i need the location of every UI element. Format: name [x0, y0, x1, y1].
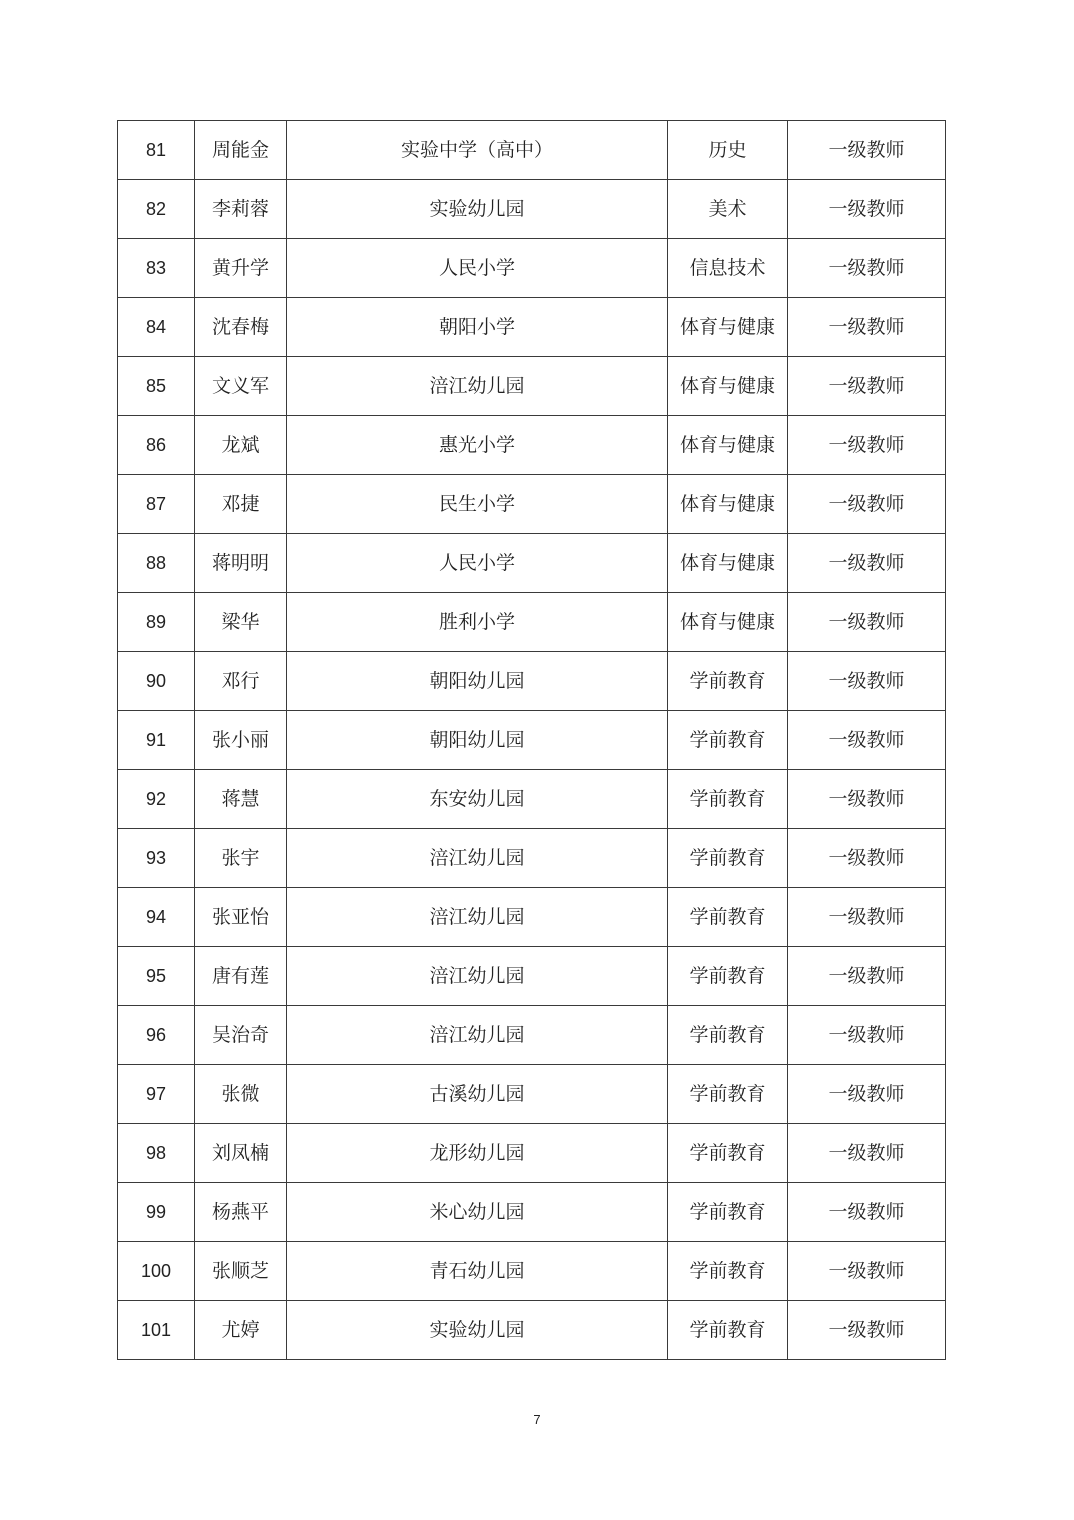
cell-school: 实验中学（高中） — [287, 121, 668, 180]
table-row — [118, 1301, 946, 1360]
cell-number: 81 — [118, 121, 195, 180]
table-row — [118, 652, 946, 711]
cell-title: 一级教师 — [788, 1242, 946, 1301]
cell-school: 涪江幼儿园 — [287, 1006, 668, 1065]
cell-teacher-name: 杨燕平 — [195, 1183, 287, 1242]
cell-title: 一级教师 — [788, 1065, 946, 1124]
cell-subject: 体育与健康 — [668, 416, 788, 475]
cell-number: 83 — [118, 239, 195, 298]
table-row — [118, 298, 946, 357]
cell-title: 一级教师 — [788, 1006, 946, 1065]
teacher-roster-table — [117, 120, 946, 1360]
cell-subject: 学前教育 — [668, 711, 788, 770]
cell-subject: 学前教育 — [668, 1242, 788, 1301]
table-row — [118, 711, 946, 770]
cell-subject: 学前教育 — [668, 1065, 788, 1124]
cell-number: 96 — [118, 1006, 195, 1065]
cell-number: 91 — [118, 711, 195, 770]
cell-subject: 学前教育 — [668, 1006, 788, 1065]
cell-subject: 学前教育 — [668, 888, 788, 947]
cell-school: 朝阳幼儿园 — [287, 711, 668, 770]
cell-title: 一级教师 — [788, 357, 946, 416]
cell-subject: 学前教育 — [668, 1301, 788, 1360]
cell-teacher-name: 李莉蓉 — [195, 180, 287, 239]
cell-number: 95 — [118, 947, 195, 1006]
cell-title: 一级教师 — [788, 180, 946, 239]
table-row — [118, 829, 946, 888]
cell-teacher-name: 刘凤楠 — [195, 1124, 287, 1183]
cell-subject: 学前教育 — [668, 652, 788, 711]
cell-number: 88 — [118, 534, 195, 593]
cell-teacher-name: 张小丽 — [195, 711, 287, 770]
cell-subject: 学前教育 — [668, 829, 788, 888]
cell-title: 一级教师 — [788, 298, 946, 357]
table-row — [118, 416, 946, 475]
cell-subject: 体育与健康 — [668, 298, 788, 357]
cell-title: 一级教师 — [788, 947, 946, 1006]
cell-school: 青石幼儿园 — [287, 1242, 668, 1301]
cell-teacher-name: 唐有莲 — [195, 947, 287, 1006]
cell-teacher-name: 龙斌 — [195, 416, 287, 475]
cell-school: 胜利小学 — [287, 593, 668, 652]
table-row — [118, 1124, 946, 1183]
table-row — [118, 475, 946, 534]
cell-number: 87 — [118, 475, 195, 534]
cell-subject: 学前教育 — [668, 1183, 788, 1242]
cell-number: 86 — [118, 416, 195, 475]
cell-teacher-name: 沈春梅 — [195, 298, 287, 357]
cell-title: 一级教师 — [788, 711, 946, 770]
cell-number: 93 — [118, 829, 195, 888]
cell-subject: 学前教育 — [668, 770, 788, 829]
cell-teacher-name: 黄升学 — [195, 239, 287, 298]
cell-teacher-name: 蒋明明 — [195, 534, 287, 593]
cell-school: 人民小学 — [287, 239, 668, 298]
table-row — [118, 593, 946, 652]
cell-number: 85 — [118, 357, 195, 416]
cell-teacher-name: 张亚怡 — [195, 888, 287, 947]
cell-school: 朝阳幼儿园 — [287, 652, 668, 711]
cell-number: 100 — [118, 1242, 195, 1301]
cell-number: 84 — [118, 298, 195, 357]
cell-title: 一级教师 — [788, 593, 946, 652]
table-row — [118, 888, 946, 947]
cell-title: 一级教师 — [788, 888, 946, 947]
cell-school: 惠光小学 — [287, 416, 668, 475]
cell-title: 一级教师 — [788, 534, 946, 593]
table-row — [118, 770, 946, 829]
cell-title: 一级教师 — [788, 652, 946, 711]
cell-teacher-name: 尤婷 — [195, 1301, 287, 1360]
cell-teacher-name: 文义军 — [195, 357, 287, 416]
page-number: 7 — [533, 1412, 541, 1427]
cell-school: 实验幼儿园 — [287, 1301, 668, 1360]
cell-school: 实验幼儿园 — [287, 180, 668, 239]
cell-number: 101 — [118, 1301, 195, 1360]
cell-teacher-name: 邓捷 — [195, 475, 287, 534]
cell-title: 一级教师 — [788, 829, 946, 888]
cell-subject: 学前教育 — [668, 947, 788, 1006]
table-row — [118, 357, 946, 416]
table-row — [118, 534, 946, 593]
table-row — [118, 1065, 946, 1124]
cell-title: 一级教师 — [788, 121, 946, 180]
cell-number: 94 — [118, 888, 195, 947]
cell-teacher-name: 梁华 — [195, 593, 287, 652]
cell-subject: 体育与健康 — [668, 534, 788, 593]
cell-school: 朝阳小学 — [287, 298, 668, 357]
cell-title: 一级教师 — [788, 475, 946, 534]
cell-number: 89 — [118, 593, 195, 652]
cell-title: 一级教师 — [788, 1183, 946, 1242]
cell-subject: 历史 — [668, 121, 788, 180]
cell-teacher-name: 张微 — [195, 1065, 287, 1124]
cell-number: 90 — [118, 652, 195, 711]
cell-number: 99 — [118, 1183, 195, 1242]
cell-school: 龙形幼儿园 — [287, 1124, 668, 1183]
cell-school: 涪江幼儿园 — [287, 947, 668, 1006]
cell-number: 97 — [118, 1065, 195, 1124]
table-row — [118, 121, 946, 180]
cell-subject: 体育与健康 — [668, 357, 788, 416]
cell-subject: 美术 — [668, 180, 788, 239]
cell-number: 82 — [118, 180, 195, 239]
cell-title: 一级教师 — [788, 1124, 946, 1183]
cell-school: 东安幼儿园 — [287, 770, 668, 829]
cell-subject: 学前教育 — [668, 1124, 788, 1183]
cell-school: 涪江幼儿园 — [287, 357, 668, 416]
table-row — [118, 1006, 946, 1065]
cell-school: 涪江幼儿园 — [287, 829, 668, 888]
table-row — [118, 1242, 946, 1301]
cell-teacher-name: 邓行 — [195, 652, 287, 711]
cell-title: 一级教师 — [788, 1301, 946, 1360]
cell-school: 涪江幼儿园 — [287, 888, 668, 947]
cell-teacher-name: 周能金 — [195, 121, 287, 180]
cell-school: 古溪幼儿园 — [287, 1065, 668, 1124]
cell-teacher-name: 张顺芝 — [195, 1242, 287, 1301]
cell-school: 民生小学 — [287, 475, 668, 534]
cell-title: 一级教师 — [788, 239, 946, 298]
cell-teacher-name: 张宇 — [195, 829, 287, 888]
cell-title: 一级教师 — [788, 416, 946, 475]
cell-school: 人民小学 — [287, 534, 668, 593]
table-row — [118, 180, 946, 239]
cell-subject: 信息技术 — [668, 239, 788, 298]
roster-table-body — [118, 121, 946, 1360]
cell-number: 98 — [118, 1124, 195, 1183]
cell-title: 一级教师 — [788, 770, 946, 829]
cell-subject: 体育与健康 — [668, 593, 788, 652]
table-row — [118, 1183, 946, 1242]
cell-school: 米心幼儿园 — [287, 1183, 668, 1242]
cell-teacher-name: 吴治奇 — [195, 1006, 287, 1065]
cell-teacher-name: 蒋慧 — [195, 770, 287, 829]
cell-subject: 体育与健康 — [668, 475, 788, 534]
cell-number: 92 — [118, 770, 195, 829]
table-row — [118, 239, 946, 298]
table-row — [118, 947, 946, 1006]
